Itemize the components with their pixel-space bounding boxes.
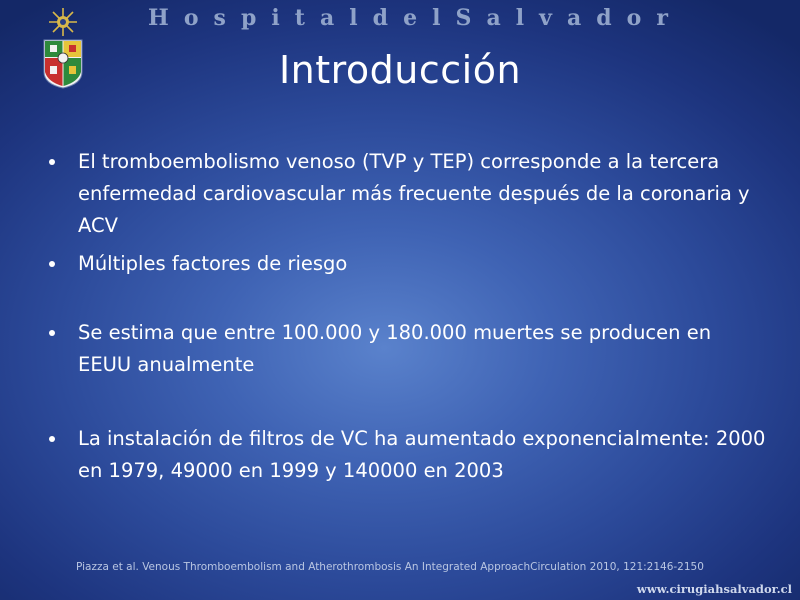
banner-letter: a xyxy=(319,5,335,31)
banner-letter: o xyxy=(626,5,642,31)
banner-letter: d xyxy=(372,5,389,31)
banner-letter: e xyxy=(403,5,418,31)
banner-letter: v xyxy=(539,5,552,31)
bullet-text: El tromboembolismo venoso (TVP y TEP) corresponde a la tercera enfermedad cardiovascular más frecuente después de la coronaria y ACV xyxy=(78,150,750,237)
banner-letter: s xyxy=(213,5,226,31)
banner-letter: t xyxy=(294,5,305,31)
banner-letter: p xyxy=(240,5,257,31)
bullet-item xyxy=(46,423,766,487)
bullet-text: La instalación de filtros de VC ha aumentado exponencialmente: 2000 en 1979, 49000 en 1999 y 140000 en 2003 xyxy=(78,427,766,482)
slide-title: Introducción xyxy=(278,48,522,92)
bullet-item xyxy=(46,317,766,381)
banner-letter: l xyxy=(432,5,441,31)
banner-letter: o xyxy=(183,5,199,31)
banner-letter: i xyxy=(271,5,280,31)
bullet-dot-icon xyxy=(49,261,55,267)
bullet-item xyxy=(46,248,766,280)
website-url: www.cirugiahsalvador.cl xyxy=(636,582,792,596)
bullet-dot-icon xyxy=(49,330,55,336)
banner-letter: r xyxy=(656,5,668,31)
citation: Piazza et al. Venous Thromboembolism and Atherothrombosis An Integrated ApproachCirculation 2010, 121:2146-2150 xyxy=(76,561,704,573)
banner-letter: l xyxy=(349,5,358,31)
hospital-banner xyxy=(148,4,668,32)
bullet-dot-icon xyxy=(49,159,55,165)
bullet-text: Se estima que entre 100.000 y 180.000 muertes se producen en EEUU anualmente xyxy=(78,321,712,376)
bullet-dot-icon xyxy=(49,436,55,442)
bullet-item xyxy=(46,146,766,242)
bullet-text: Múltiples factores de riesgo xyxy=(78,252,348,275)
banner-letter: a xyxy=(486,5,501,31)
banner-letter: l xyxy=(515,5,525,31)
bullet-list xyxy=(46,146,766,487)
banner-letter: S xyxy=(455,5,472,31)
banner-letter: H xyxy=(148,5,169,31)
banner-letter: d xyxy=(596,5,612,31)
banner-letter: a xyxy=(566,5,582,31)
